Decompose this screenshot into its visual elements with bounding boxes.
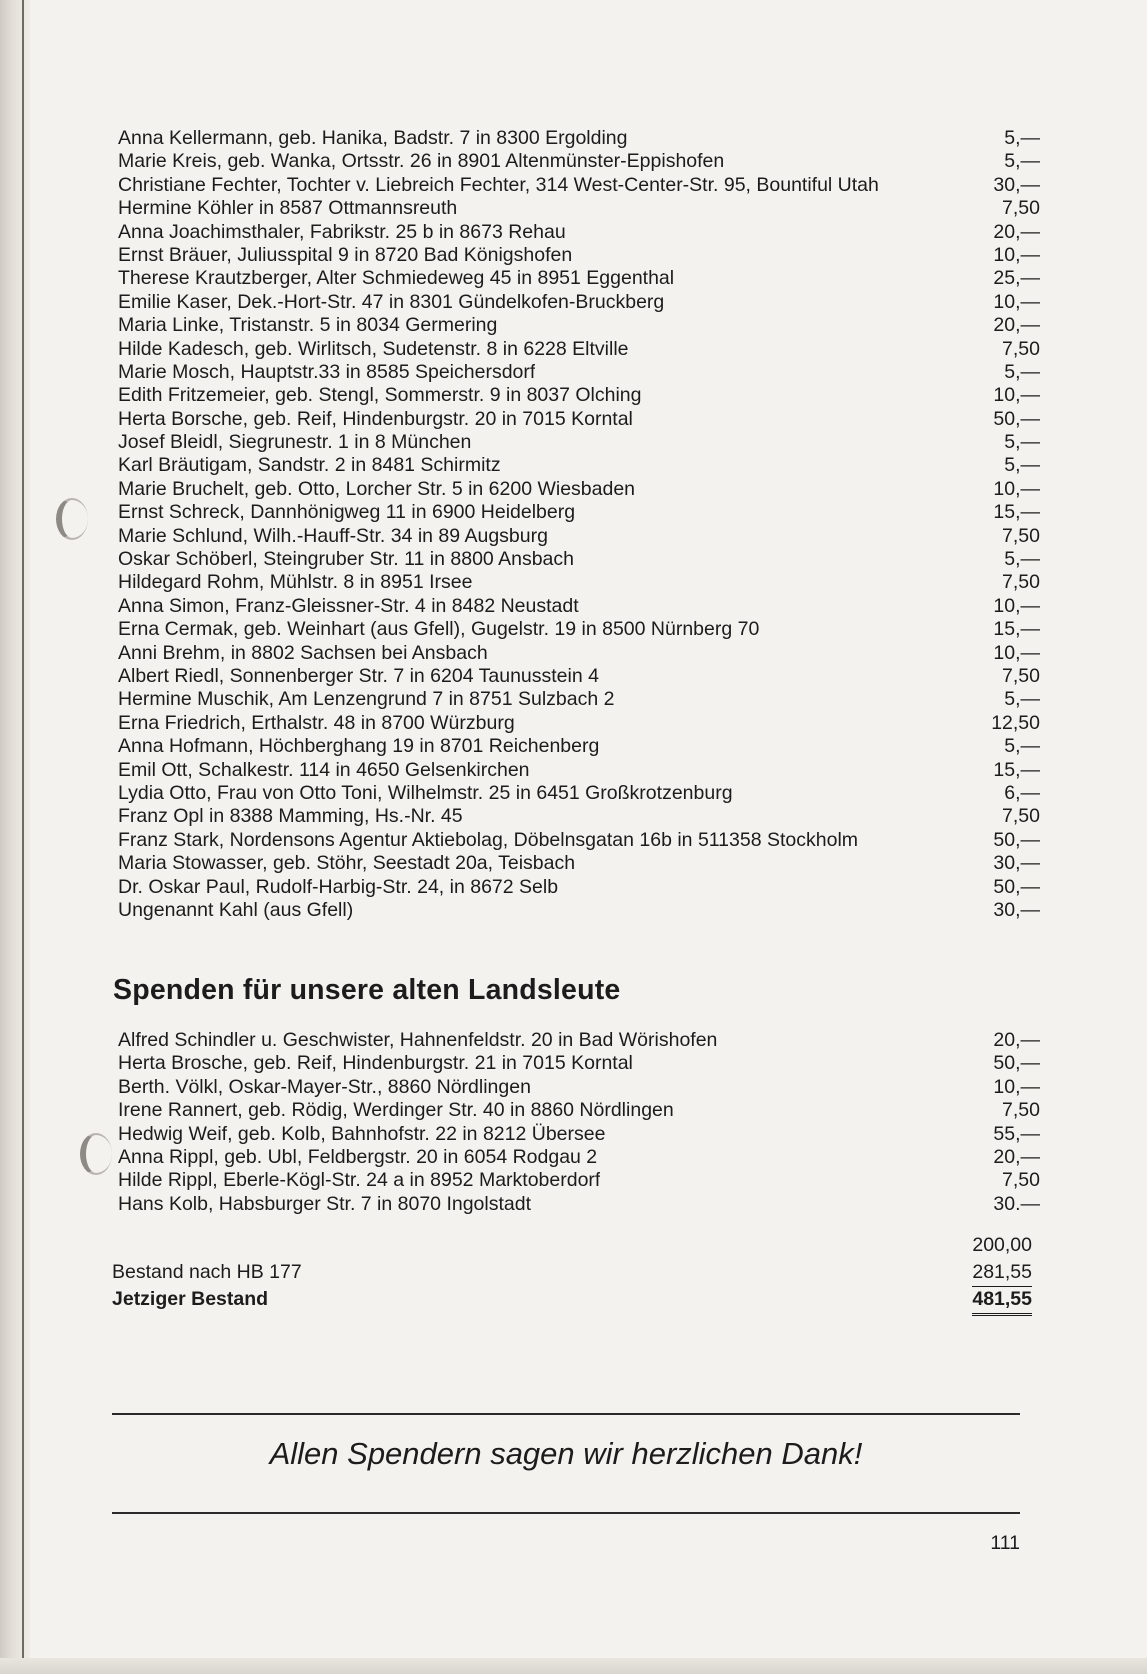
donor-row <box>118 1193 1040 1216</box>
previous-balance-label: Bestand nach HB 177 <box>112 1261 302 1283</box>
donor-row <box>118 852 1040 875</box>
donor-row <box>118 267 1040 290</box>
donation-amount: 20,— <box>993 1029 1040 1051</box>
subtotal-row <box>112 1232 1032 1259</box>
page-bottom-edge <box>0 1658 1147 1674</box>
donation-amount: 20,— <box>993 1145 1040 1168</box>
donor-name: Marie Bruchelt, geb. Otto, Lorcher Str. 5 in 6200 Wiesbaden <box>118 477 636 500</box>
donor-row <box>118 899 1040 922</box>
donor-name: Hermine Muschik, Am Lenzengrund 7 in 8751 Sulzbach 2 <box>118 688 615 711</box>
balance-summary <box>112 1232 1032 1313</box>
donor-name: Lydia Otto, Frau von Otto Toni, Wilhelmstr. 25 in 6451 Großkrotzenburg <box>118 781 733 804</box>
donor-row <box>118 197 1040 220</box>
donor-name: Emilie Kaser, Dek.-Hort-Str. 47 in 8301 Gündelkofen-Bruckberg <box>118 290 665 313</box>
donor-row <box>118 805 1040 828</box>
donor-name: Hilde Rippl, Eberle-Kögl-Str. 24 a in 8952 Marktoberdorf <box>118 1169 601 1192</box>
donor-name: Erna Friedrich, Erthalstr. 48 in 8700 Würzburg <box>118 711 515 734</box>
donor-name: Franz Stark, Nordensons Agentur Aktiebolag, Döbelnsgatan 16b in 511358 Stockholm <box>118 828 859 851</box>
donor-name: Anni Brehm, in 8802 Sachsen bei Ansbach <box>118 641 488 664</box>
donor-name: Emil Ott, Schalkestr. 114 in 4650 Gelsenkirchen <box>118 758 530 781</box>
donor-row <box>118 829 1040 852</box>
donor-name: Anna Simon, Franz-Gleissner-Str. 4 in 8482 Neustadt <box>118 594 579 617</box>
donation-amount: 7,50 <box>1002 571 1040 594</box>
donation-amount: 7,50 <box>1002 805 1040 828</box>
donor-name: Maria Linke, Tristanstr. 5 in 8034 Germering <box>118 314 498 337</box>
donation-amount: 7,50 <box>1002 524 1040 547</box>
donation-amount: 7,50 <box>1002 1099 1040 1122</box>
punch-hole-upper <box>56 498 88 540</box>
donor-row <box>118 291 1040 314</box>
donor-name: Hans Kolb, Habsburger Str. 7 in 8070 Ingolstadt <box>118 1192 532 1215</box>
donation-amount: 5,— <box>1004 454 1040 477</box>
donation-amount: 20,— <box>993 314 1040 337</box>
donation-amount: 10,— <box>993 641 1040 664</box>
donor-name: Herta Borsche, geb. Reif, Hindenburgstr. 20 in 7015 Korntal <box>118 407 633 430</box>
donor-name: Alfred Schindler u. Geschwister, Hahnenfeldstr. 20 in Bad Wörishofen <box>118 1029 718 1051</box>
donor-name: Ernst Schreck, Dannhönigweg 11 in 6900 Heidelberg <box>118 501 576 524</box>
donor-name: Irene Rannert, geb. Rödig, Werdinger Str. 40 in 8860 Nördlingen <box>118 1099 674 1122</box>
donor-row <box>118 735 1040 758</box>
donor-row <box>118 782 1040 805</box>
donor-row <box>118 525 1040 548</box>
donation-amount: 5,— <box>1004 548 1040 571</box>
donor-name: Hilde Kadesch, geb. Wirlitsch, Sudetenstr. 8 in 6228 Eltville <box>118 337 629 360</box>
divider-bottom <box>112 1512 1020 1514</box>
donor-name: Anna Kellermann, geb. Hanika, Badstr. 7 in 8300 Ergolding <box>118 127 628 149</box>
donor-name: Therese Krautzberger, Alter Schmiedeweg 45 in 8951 Eggenthal <box>118 267 675 290</box>
donor-name: Maria Stowasser, geb. Stöhr, Seestadt 20a, Teisbach <box>118 852 576 875</box>
donor-name: Albert Riedl, Sonnenberger Str. 7 in 6204 Taunusstein 4 <box>118 664 599 687</box>
donor-row <box>118 338 1040 361</box>
donor-row <box>118 221 1040 244</box>
donor-name: Ernst Bräuer, Juliusspital 9 in 8720 Bad Königshofen <box>118 243 573 266</box>
donor-list <box>118 127 1040 922</box>
donor-row <box>118 876 1040 899</box>
previous-balance-amount: 281,55 <box>972 1259 1032 1287</box>
donor-row <box>118 314 1040 337</box>
donation-amount: 7,50 <box>1002 664 1040 687</box>
donation-amount: 15,— <box>993 501 1040 524</box>
donation-amount: 5,— <box>1004 150 1040 173</box>
donor-row <box>118 1076 1040 1099</box>
donor-row <box>118 174 1040 197</box>
donor-name: Dr. Oskar Paul, Rudolf-Harbig-Str. 24, in 8672 Selb <box>118 875 559 898</box>
donor-name: Erna Cermak, geb. Weinhart (aus Gfell), Gugelstr. 19 in 8500 Nürnberg 70 <box>118 618 760 641</box>
donor-name: Edith Fritzemeier, geb. Stengl, Sommerstr. 9 in 8037 Olching <box>118 384 642 407</box>
current-balance-row <box>112 1286 1032 1313</box>
donor-name: Hedwig Weif, geb. Kolb, Bahnhofstr. 22 in 8212 Übersee <box>118 1122 606 1145</box>
donor-name: Oskar Schöberl, Steingruber Str. 11 in 8800 Ansbach <box>118 548 574 571</box>
donation-amount: 7,50 <box>1002 1169 1040 1192</box>
donation-amount: 6,— <box>1004 781 1040 804</box>
current-balance-label: Jetziger Bestand <box>112 1288 269 1310</box>
donor-name: Josef Bleidl, Siegrunestr. 1 in 8 München <box>118 431 472 454</box>
subtotal-amount: 200,00 <box>972 1234 1032 1256</box>
donation-amount: 20,— <box>993 220 1040 243</box>
donor-row <box>118 688 1040 711</box>
donor-row <box>118 244 1040 267</box>
donor-name: Hermine Köhler in 8587 Ottmannsreuth <box>118 197 458 220</box>
donor-name: Anna Joachimsthaler, Fabrikstr. 25 b in 8673 Rehau <box>118 220 566 243</box>
donor-row <box>118 431 1040 454</box>
donation-amount: 50,— <box>993 1052 1040 1075</box>
donor-row <box>118 478 1040 501</box>
donor-name: Karl Bräutigam, Sandstr. 2 in 8481 Schirmitz <box>118 454 501 477</box>
donation-amount: 5,— <box>1004 688 1040 711</box>
donation-amount: 50,— <box>993 407 1040 430</box>
page-number: 111 <box>990 1532 1020 1554</box>
binding-line <box>22 0 24 1674</box>
donation-amount: 5,— <box>1004 127 1040 149</box>
donation-amount: 5,— <box>1004 431 1040 454</box>
donor-row <box>118 642 1040 665</box>
donor-row <box>118 665 1040 688</box>
punch-hole-lower <box>80 1133 112 1175</box>
donor-row <box>118 454 1040 477</box>
donation-amount: 10,— <box>993 384 1040 407</box>
donation-amount: 10,— <box>993 243 1040 266</box>
donation-amount: 30,— <box>993 173 1040 196</box>
donation-amount: 7,50 <box>1002 337 1040 360</box>
donation-amount: 10,— <box>993 290 1040 313</box>
donation-amount: 15,— <box>993 618 1040 641</box>
donor-row <box>118 1169 1040 1192</box>
section-heading: Spenden für unsere alten Landsleute <box>113 974 621 1006</box>
page-spine <box>0 0 30 1674</box>
donor-row <box>118 1029 1040 1052</box>
donor-name: Berth. Völkl, Oskar-Mayer-Str., 8860 Nördlingen <box>118 1075 531 1098</box>
elderly-donor-list <box>118 1029 1040 1216</box>
donor-row <box>118 150 1040 173</box>
donation-amount: 5,— <box>1004 360 1040 383</box>
donor-row <box>118 1099 1040 1122</box>
donor-row <box>118 127 1040 150</box>
donor-row <box>118 595 1040 618</box>
donation-amount: 55,— <box>993 1122 1040 1145</box>
donor-row <box>118 1146 1040 1169</box>
donor-row <box>118 501 1040 524</box>
donor-name: Christiane Fechter, Tochter v. Liebreich Fechter, 314 West-Center-Str. 95, Bountiful Utah <box>118 173 879 196</box>
donation-amount: 30.— <box>993 1192 1040 1215</box>
donor-name: Anna Hofmann, Höchberghang 19 in 8701 Reichenberg <box>118 735 600 758</box>
donation-amount: 7,50 <box>1002 197 1040 220</box>
donation-amount: 15,— <box>993 758 1040 781</box>
donor-row <box>118 712 1040 735</box>
donation-amount: 30,— <box>993 898 1040 921</box>
donation-amount: 25,— <box>993 267 1040 290</box>
donor-name: Hildegard Rohm, Mühlstr. 8 in 8951 Irsee <box>118 571 473 594</box>
donor-name: Marie Schlund, Wilh.-Hauff-Str. 34 in 89 Augsburg <box>118 524 548 547</box>
donor-row <box>118 1123 1040 1146</box>
donor-name: Marie Kreis, geb. Wanka, Ortsstr. 26 in 8901 Altenmünster-Eppishofen <box>118 150 725 173</box>
donation-amount: 50,— <box>993 875 1040 898</box>
donor-row <box>118 571 1040 594</box>
donor-row <box>118 408 1040 431</box>
donation-amount: 5,— <box>1004 735 1040 758</box>
donor-row <box>118 384 1040 407</box>
donor-name: Anna Rippl, geb. Ubl, Feldbergstr. 20 in 6054 Rodgau 2 <box>118 1145 598 1168</box>
donor-row <box>118 759 1040 782</box>
donor-name: Herta Brosche, geb. Reif, Hindenburgstr. 21 in 7015 Korntal <box>118 1052 633 1075</box>
current-balance-amount: 481,55 <box>972 1286 1032 1316</box>
donation-amount: 30,— <box>993 852 1040 875</box>
donor-row <box>118 548 1040 571</box>
donor-row <box>118 361 1040 384</box>
donation-amount: 12,50 <box>991 711 1040 734</box>
donation-amount: 10,— <box>993 1075 1040 1098</box>
donor-row <box>118 1052 1040 1075</box>
thanks-message: Allen Spendern sagen wir herzlichen Dank! <box>269 1436 863 1471</box>
divider-top <box>112 1413 1020 1415</box>
donation-amount: 10,— <box>993 477 1040 500</box>
previous-balance-row <box>112 1259 1032 1286</box>
donation-amount: 50,— <box>993 828 1040 851</box>
donor-row <box>118 618 1040 641</box>
donor-name: Marie Mosch, Hauptstr.33 in 8585 Speichersdorf <box>118 360 536 383</box>
donor-name: Ungenannt Kahl (aus Gfell) <box>118 898 354 921</box>
donation-amount: 10,— <box>993 594 1040 617</box>
donor-name: Franz Opl in 8388 Mamming, Hs.-Nr. 45 <box>118 805 463 828</box>
